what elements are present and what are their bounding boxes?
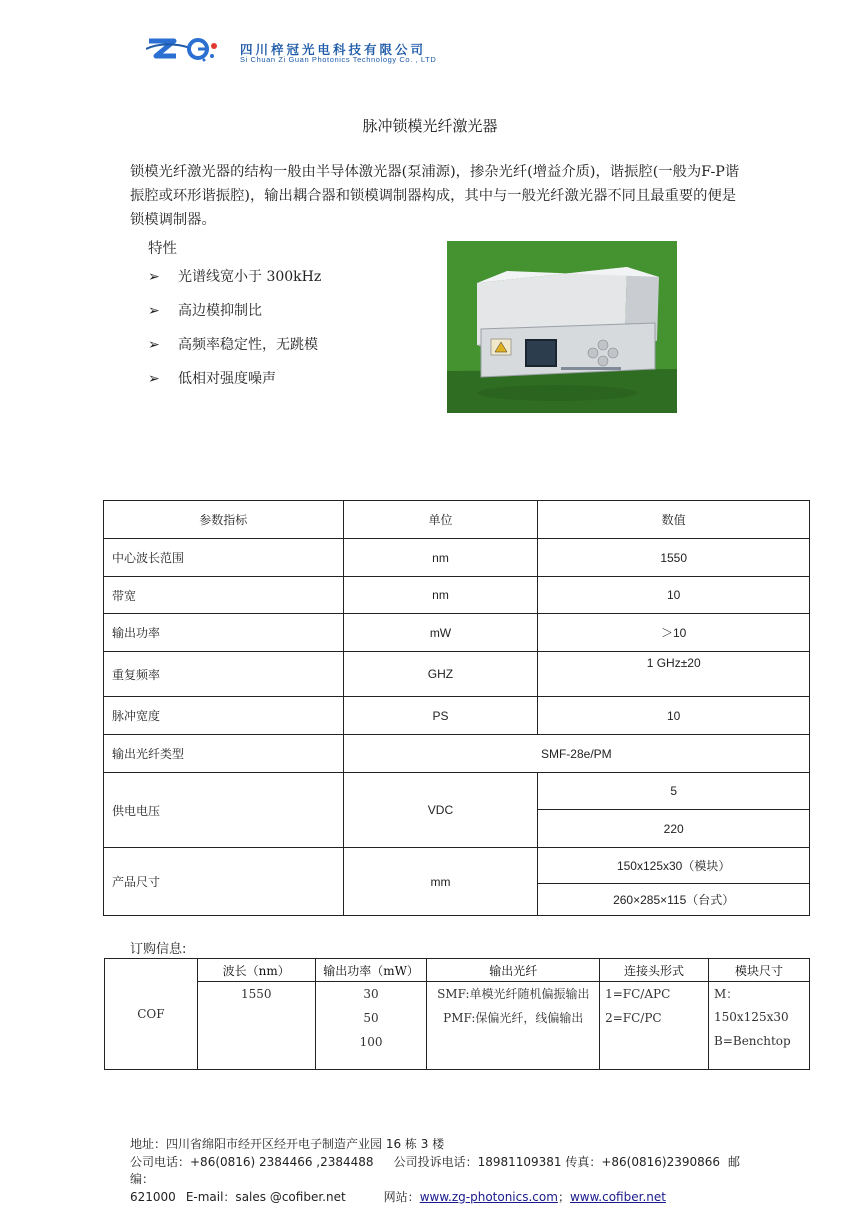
footer [130,1136,753,1206]
param-name: 输出功率 [104,614,344,652]
fiber-option: PMF:保偏光纤，线偏输出 [443,1011,584,1025]
footer-contact-line: 621000 E-mail：sales @cofiber.net 网站：www.zg-photonics.com；www.cofiber.net [130,1189,666,1204]
param-unit: mm [343,848,538,916]
param-value: 10 [538,577,810,614]
feature-item: ➢ 高频率稳定性，无跳模 [148,337,318,353]
arrow-bullet-icon: ➢ [148,303,160,319]
size-option: M：150x125x30 [714,987,789,1024]
power-cell [315,982,427,1070]
param-unit: mW [343,614,538,652]
param-unit: PS [343,697,538,735]
param-value: 1550 [538,539,810,577]
footer-complaint: 公司投诉电话：18981109381 传真：+86(0816)2390866 [393,1154,721,1169]
table-header-row [105,959,810,982]
column-header: 输出功率（mW） [315,959,427,982]
connector-cell [600,982,709,1070]
footer-contact-line [130,1154,753,1189]
feature-item: ➢ 高边模抑制比 [148,303,262,319]
feature-item: ➢ 光谱线宽小于 300kHz [148,269,322,285]
param-name: 中心波长范围 [104,539,344,577]
company-name-cn: 四川梓冠光电科技有限公司 [240,42,427,57]
feature-item: ➢ 低相对强度噪声 [148,371,276,387]
column-header: 单位 [343,501,538,539]
connector-option: 1=FC/APC [605,987,671,1001]
intro-paragraph: 锁模光纤激光器的结构一般由半导体激光器(泵浦源)，掺杂光纤(增益介质)，谐振腔(一般为F-P谐振腔或环形谐振腔)，输出耦合器和锁模调制器构成，其中与一般光纤激光器不同且最重要的便是锁模调制器。 [130,164,740,228]
power-option: 30 [363,987,379,1001]
param-value: ＞10 [538,614,810,652]
order-table [104,958,810,1070]
table-row [104,848,810,884]
param-value: 10 [538,697,810,735]
table-row [104,539,810,577]
param-value: 5 [538,773,810,810]
param-name: 产品尺寸 [104,848,344,916]
table-row [104,773,810,810]
model-code: COF [105,959,198,1070]
column-header: 连接头形式 [600,959,709,982]
param-unit: nm [343,539,538,577]
param-value: 260×285×115（台式） [538,884,810,916]
table-row [105,982,810,1070]
param-value: 220 [538,810,810,848]
footer-postcode-label: 邮 编： [130,1154,753,1186]
product-photo [447,241,677,413]
column-header: 参数指标 [104,501,344,539]
footer-postcode: 621000 [130,1189,176,1204]
order-heading: 订购信息: [130,942,187,957]
fiber-option: SMF:单模光纤随机偏振输出 [437,987,590,1001]
table-row [104,614,810,652]
table-row [104,697,810,735]
param-value: 150x125x30（模块） [538,848,810,884]
size-option: B=Benchtop [714,1034,791,1048]
table-row [104,735,810,773]
param-name: 重复频率 [104,652,344,697]
power-option: 50 [363,1011,379,1025]
footer-phone: 公司电话：+86(0816) 2384466 ,2384488 [130,1154,374,1169]
table-header-row [104,501,810,539]
spec-table [103,500,810,916]
power-option: 100 [359,1035,383,1049]
features-heading: 特性 [148,241,177,257]
table-row [104,652,810,697]
param-name: 带宽 [104,577,344,614]
column-header: 数值 [538,501,810,539]
company-name-en: Si Chuan Zi Guan Photonics Technology Co. , LTD [240,55,437,64]
table-row [104,577,810,614]
column-header: 输出光纤 [427,959,600,982]
footer-address: 地址：四川省绵阳市经开区经开电子制造产业园 16 栋 3 楼 [130,1137,445,1151]
page-title: 脉冲锁模光纤激光器 [362,117,498,135]
column-header: 模块尺寸 [709,959,810,982]
param-name: 供电电压 [104,773,344,848]
fiber-cell [427,982,600,1070]
column-header: 波长（nm） [197,959,315,982]
wavelength-cell: 1550 [197,982,315,1070]
website-link[interactable]: www.cofiber.net [569,1189,666,1204]
company-logo [146,36,226,64]
param-unit: GHZ [343,652,538,697]
footer-website-label: 网站： [383,1189,420,1204]
param-value: SMF-28e/PM [343,735,809,773]
size-cell [709,982,810,1070]
website-link[interactable]: www.zg-photonics.com [419,1189,558,1204]
connector-option: 2=FC/PC [605,1011,662,1025]
param-name: 脉冲宽度 [104,697,344,735]
footer-email: E-mail：sales @cofiber.net [185,1189,346,1204]
param-unit: VDC [343,773,538,848]
arrow-bullet-icon: ➢ [148,371,160,387]
param-unit: nm [343,577,538,614]
param-name: 输出光纤类型 [104,735,344,773]
param-value: 1 GHz±20 [538,652,810,697]
arrow-bullet-icon: ➢ [148,337,160,353]
arrow-bullet-icon: ➢ [148,269,160,285]
